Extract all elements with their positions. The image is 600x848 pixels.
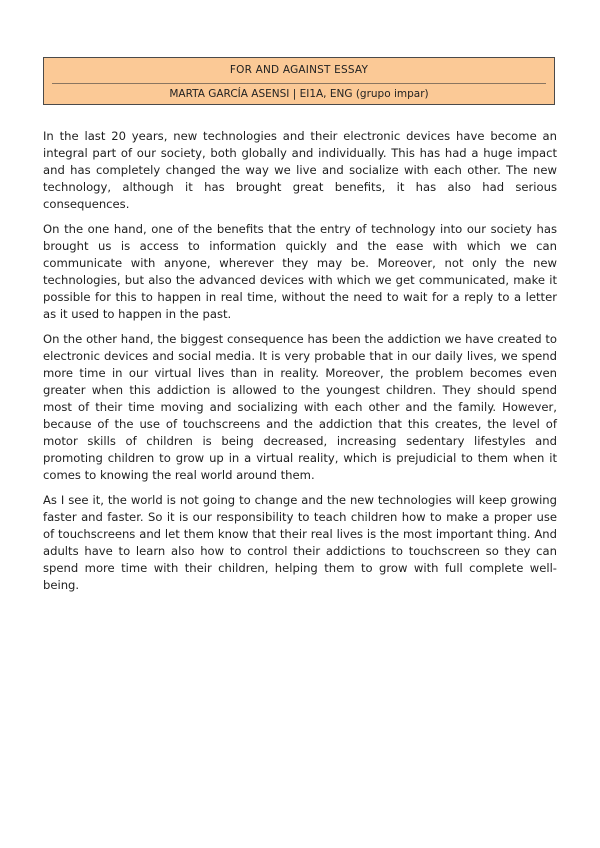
author-line: MARTA GARCÍA ASENSI | EI1A, ENG (grupo impar) <box>169 88 429 100</box>
paragraph-consequences: On the other hand, the biggest consequence has been the addiction we have created to electronic devices and social media. It is very probable that in our daily lives, we spend more time in our virtual lives than in reality. Moreover, the problem becomes even greater when this addiction is allowed to the youngest children. They should spend most of their time moving and socializing with each other and the family. However, because of the use of touchscreens and the addiction that this creates, the level of motor skills of children is being decreased, increasing sedentary lifestyles and promoting children to grow up in a virtual reality, which is prejudicial to them when it comes to knowing the real world around them. <box>43 332 557 482</box>
paragraph-conclusion: As I see it, the world is not going to change and the new technologies will keep growing faster and faster. So it is our responsibility to teach children how to make a proper use of touchscreens and let them know that their real lives is the most important thing. And adults have to learn also how to control their addictions to touchscreen so they can spend more time with their children, helping them to grow with full complete well-being. <box>43 493 557 592</box>
paragraph-introduction: In the last 20 years, new technologies and their electronic devices have become an integral part of our society, both globally and individually. This has had a huge impact and has completely changed the way we live and socialize with each other. The new technology, although it has brought great benefits, it has also had serious consequences. <box>43 129 557 211</box>
header-divider <box>52 83 546 84</box>
essay-title: FOR AND AGAINST ESSAY <box>229 64 369 76</box>
essay-header <box>43 57 555 105</box>
essay-body <box>43 128 557 602</box>
paragraph-benefits: On the one hand, one of the benefits that the entry of technology into our society has brought us is access to information quickly and the ease with which we can communicate with anyone, wherever they may be. Moreover, not only the new technologies, but also the advanced devices with which we get communicated, make it possible for this to happen in real time, without the need to wait for a reply to a letter as it used to happen in the past. <box>43 222 557 321</box>
